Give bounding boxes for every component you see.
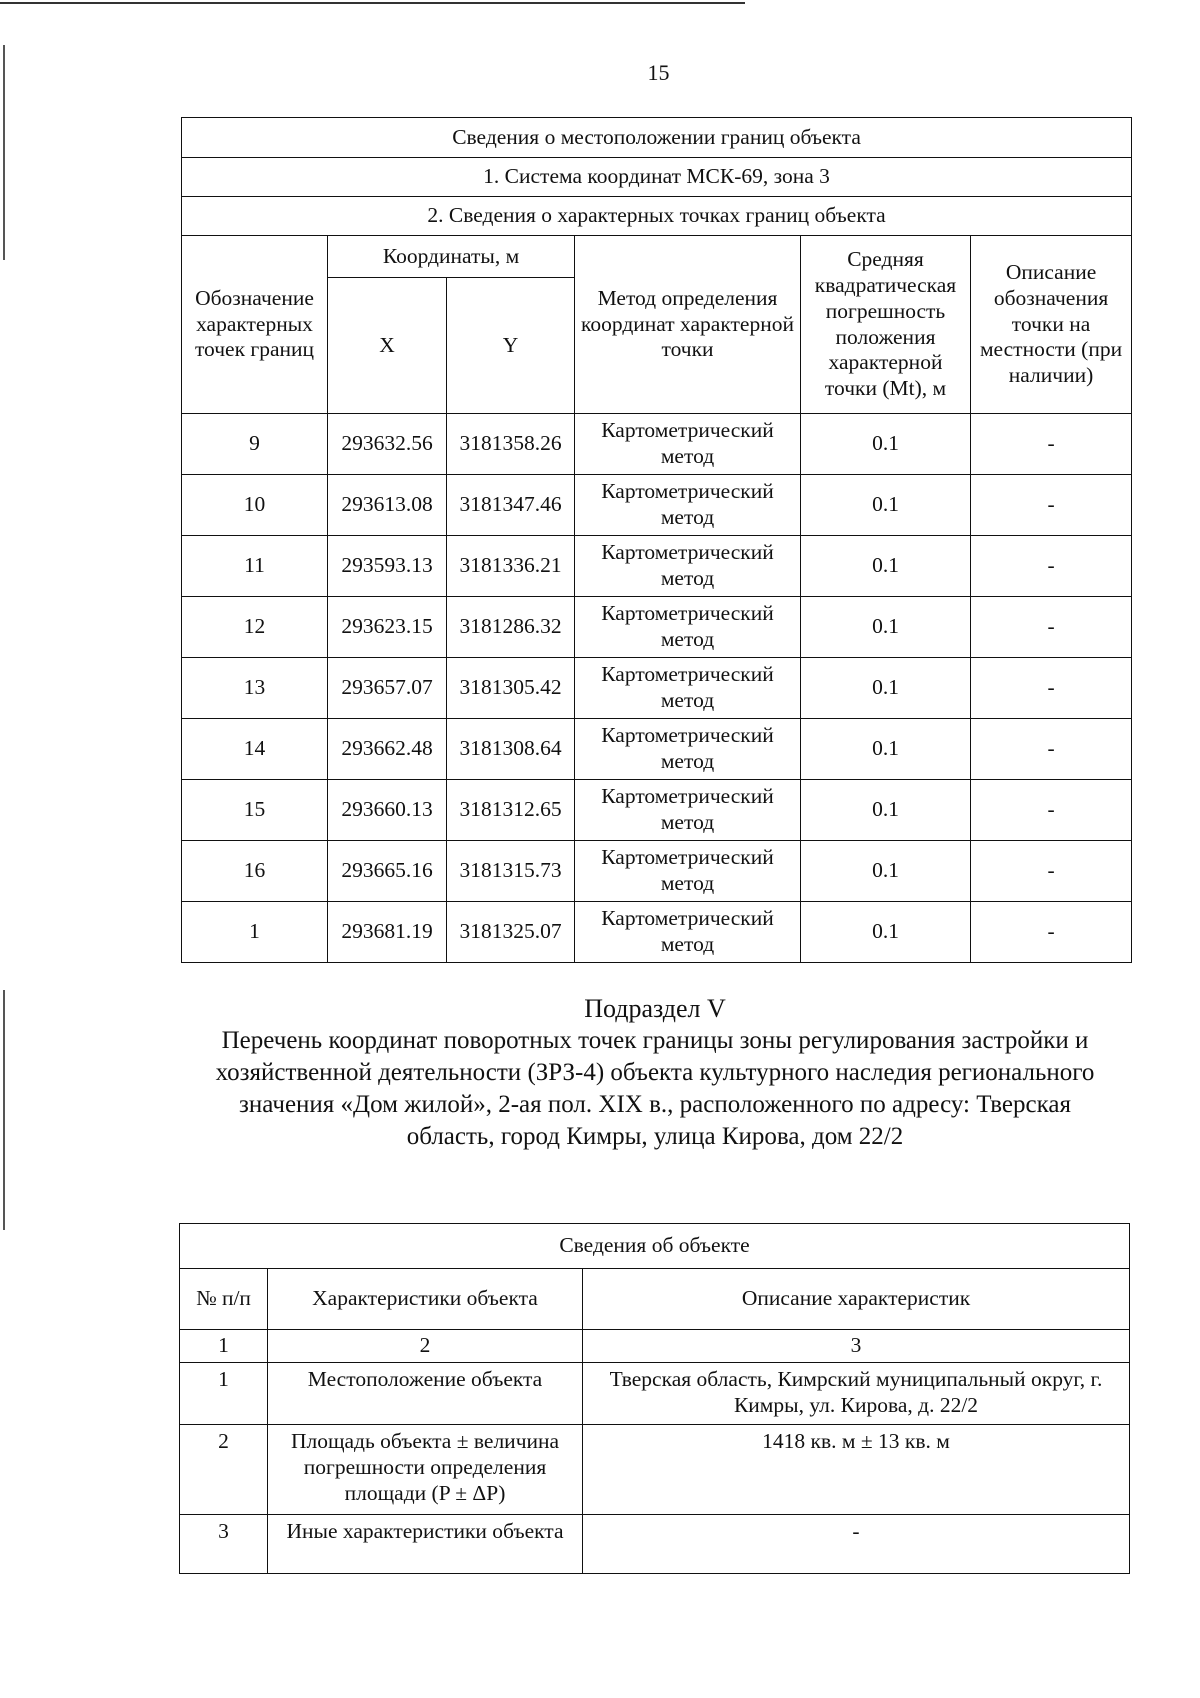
point-cell: 13 [182, 658, 328, 719]
coords-row [182, 841, 1132, 902]
info-header: Сведения об объекте [180, 1224, 1130, 1269]
info-row-num: 2 [180, 1425, 268, 1515]
error-cell: 0.1 [801, 658, 971, 719]
x-coordinate-cell: 293632.56 [328, 414, 447, 475]
x-coordinate-cell: 293665.16 [328, 841, 447, 902]
error-cell: 0.1 [801, 536, 971, 597]
method-cell: Картометрический метод [575, 414, 801, 475]
method-cell: Картометрический метод [575, 780, 801, 841]
description-cell: - [971, 475, 1132, 536]
y-coordinate-cell: 3181286.32 [447, 597, 575, 658]
coordinates-table [181, 117, 1132, 963]
description-cell: - [971, 780, 1132, 841]
error-cell: 0.1 [801, 841, 971, 902]
point-cell: 11 [182, 536, 328, 597]
col-header-x: X [328, 278, 447, 414]
page-number: 15 [647, 60, 670, 85]
col-header-y: Y [447, 278, 575, 414]
method-cell: Картометрический метод [575, 536, 801, 597]
x-coordinate-cell: 293660.13 [328, 780, 447, 841]
description-cell: - [971, 902, 1132, 963]
error-cell: 0.1 [801, 597, 971, 658]
description-cell: - [971, 658, 1132, 719]
info-row-name: Площадь объекта ± величина погрешности определения площади (P ± ΔP) [268, 1425, 583, 1515]
info-col-num: № п/п [180, 1269, 268, 1330]
x-coordinate-cell: 293623.15 [328, 597, 447, 658]
coords-row [182, 475, 1132, 536]
error-cell: 0.1 [801, 780, 971, 841]
y-coordinate-cell: 3181312.65 [447, 780, 575, 841]
col-header-designation: Обозначение характерных точек границ [182, 236, 328, 414]
subsection-text: Перечень координат поворотных точек границы зоны регулирования застройки и хозяйственной деятельности (ЗРЗ-4) объекта культурного наследия регионального значения «Дом жилой», 2-ая пол. XIX в., расположенного по адресу: Тверская область, город Кимры, улица Кирова, дом 22/2 [215, 1027, 1095, 1150]
info-index-cell: 1 [180, 1330, 268, 1363]
y-coordinate-cell: 3181305.42 [447, 658, 575, 719]
x-coordinate-cell: 293681.19 [328, 902, 447, 963]
description-cell: - [971, 719, 1132, 780]
method-cell: Картометрический метод [575, 841, 801, 902]
method-cell: Картометрический метод [575, 475, 801, 536]
info-row-value: Тверская область, Кимрский муниципальный округ, г. Кимры, ул. Кирова, д. 22/2 [583, 1363, 1130, 1425]
y-coordinate-cell: 3181358.26 [447, 414, 575, 475]
point-cell: 14 [182, 719, 328, 780]
y-coordinate-cell: 3181308.64 [447, 719, 575, 780]
error-cell: 0.1 [801, 414, 971, 475]
coords-row [182, 597, 1132, 658]
col-header-error: Средняя квадратическая погрешность положения характерной точки (Mt), м [801, 236, 971, 414]
info-col-description: Описание характеристик [583, 1269, 1130, 1330]
x-coordinate-cell: 293593.13 [328, 536, 447, 597]
point-cell: 15 [182, 780, 328, 841]
x-coordinate-cell: 293613.08 [328, 475, 447, 536]
coords-header-points: 2. Сведения о характерных точках границ объекта [182, 197, 1132, 236]
col-header-method: Метод определения координат характерной точки [575, 236, 801, 414]
description-cell: - [971, 536, 1132, 597]
coords-row [182, 658, 1132, 719]
error-cell: 0.1 [801, 475, 971, 536]
info-index-cell: 3 [583, 1330, 1130, 1363]
description-cell: - [971, 414, 1132, 475]
subsection-block [200, 993, 1110, 1153]
scan-left-edge-mark [3, 990, 5, 1230]
method-cell: Картометрический метод [575, 597, 801, 658]
method-cell: Картометрический метод [575, 902, 801, 963]
x-coordinate-cell: 293662.48 [328, 719, 447, 780]
info-col-characteristic: Характеристики объекта [268, 1269, 583, 1330]
info-row-value: 1418 кв. м ± 13 кв. м [583, 1425, 1130, 1515]
coords-row [182, 414, 1132, 475]
description-cell: - [971, 841, 1132, 902]
coords-header-main: Сведения о местоположении границ объекта [182, 118, 1132, 158]
error-cell: 0.1 [801, 902, 971, 963]
y-coordinate-cell: 3181336.21 [447, 536, 575, 597]
info-row-value: - [583, 1515, 1130, 1574]
info-index-cell: 2 [268, 1330, 583, 1363]
info-row-name: Местоположение объекта [268, 1363, 583, 1425]
point-cell: 12 [182, 597, 328, 658]
info-row-num: 3 [180, 1515, 268, 1574]
y-coordinate-cell: 3181315.73 [447, 841, 575, 902]
y-coordinate-cell: 3181325.07 [447, 902, 575, 963]
description-cell: - [971, 597, 1132, 658]
point-cell: 16 [182, 841, 328, 902]
coords-header-system: 1. Система координат МСК-69, зона 3 [182, 158, 1132, 197]
x-coordinate-cell: 293657.07 [328, 658, 447, 719]
col-header-description: Описание обозначения точки на местности (при наличии) [971, 236, 1132, 414]
point-cell: 9 [182, 414, 328, 475]
error-cell: 0.1 [801, 719, 971, 780]
point-cell: 10 [182, 475, 328, 536]
info-row-num: 1 [180, 1363, 268, 1425]
method-cell: Картометрический метод [575, 719, 801, 780]
y-coordinate-cell: 3181347.46 [447, 475, 575, 536]
coords-row [182, 902, 1132, 963]
method-cell: Картометрический метод [575, 658, 801, 719]
point-cell: 1 [182, 902, 328, 963]
info-row-name: Иные характеристики объекта [268, 1515, 583, 1574]
coords-row [182, 719, 1132, 780]
col-header-coordinates: Координаты, м [328, 236, 575, 278]
scan-top-edge-line [0, 2, 745, 4]
object-info-table [179, 1223, 1130, 1574]
coords-row [182, 780, 1132, 841]
coords-row [182, 536, 1132, 597]
subsection-title: Подраздел V [584, 994, 726, 1023]
